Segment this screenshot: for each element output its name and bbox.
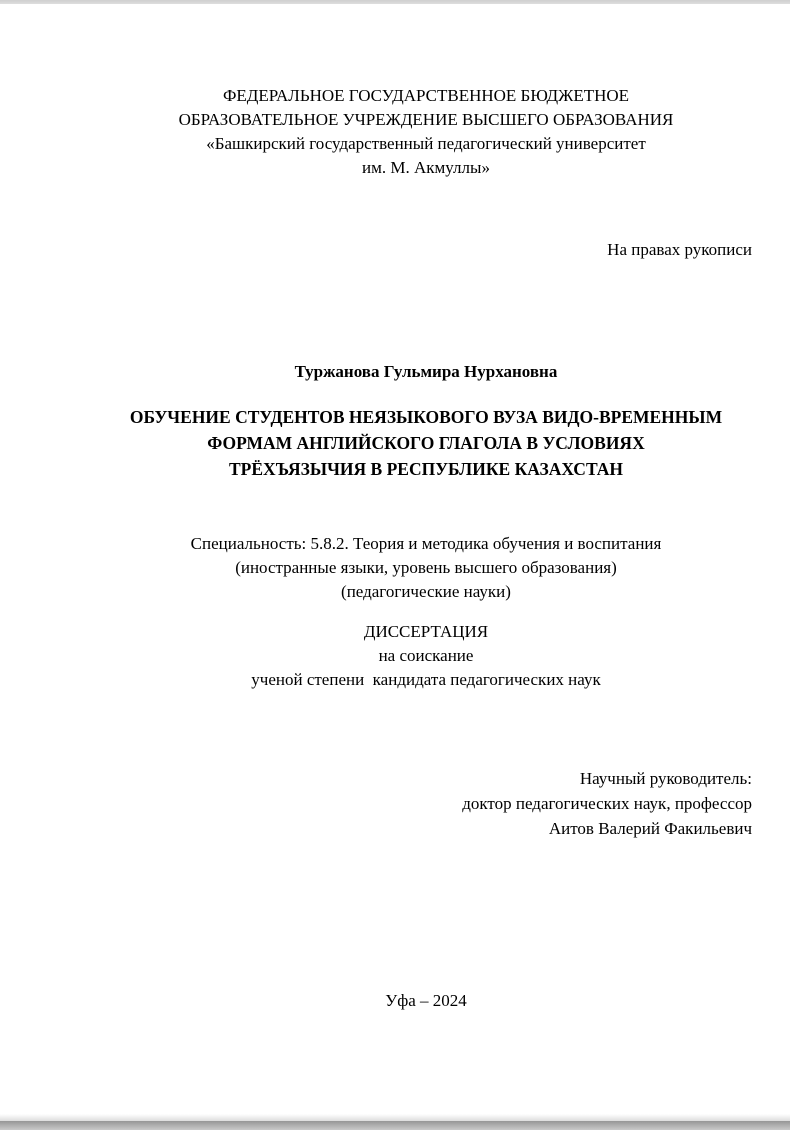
specialty-block (100, 532, 752, 604)
supervisor-line: доктор педагогических наук, профессор (462, 794, 752, 813)
institution-header (100, 84, 752, 180)
supervisor-line: Аитов Валерий Факильевич (548, 819, 752, 838)
institution-line: ФЕДЕРАЛЬНОЕ ГОСУДАРСТВЕННОЕ БЮДЖЕТНОЕ (222, 86, 630, 105)
supervisor-block (100, 766, 752, 841)
viewer-bottom-edge (0, 1121, 790, 1130)
title-line: ФОРМАМ АНГЛИЙСКОГО ГЛАГОЛА В УСЛОВИЯХ (207, 433, 645, 453)
author-name: Туржанова Гульмира Нурхановна (294, 362, 558, 381)
degree-line: на соискание (378, 646, 474, 665)
title-line: ТРЁХЪЯЗЫЧИЯ В РЕСПУБЛИКЕ КАЗАХСТАН (229, 459, 623, 479)
dissertation-title (100, 404, 752, 482)
institution-line: «Башкирский государственный педагогический университет (206, 134, 646, 153)
title-page-content (0, 4, 790, 1114)
dissertation-degree-block (100, 620, 752, 692)
dissertation-label: ДИССЕРТАЦИЯ (363, 622, 489, 641)
title-line: ОБУЧЕНИЕ СТУДЕНТОВ НЕЯЗЫКОВОГО ВУЗА ВИДО-ВРЕМЕННЫМ (129, 407, 723, 427)
city-year: Уфа – 2024 (385, 991, 467, 1010)
degree-line: ученой степени кандидата педагогических наук (251, 670, 601, 689)
specialty-line: (педагогические науки) (341, 582, 511, 601)
specialty-line: (иностранные языки, уровень высшего образования) (235, 558, 617, 577)
supervisor-line: Научный руководитель: (579, 769, 752, 788)
institution-line: ОБРАЗОВАТЕЛЬНОЕ УЧРЕЖДЕНИЕ ВЫСШЕГО ОБРАЗОВАНИЯ (178, 110, 674, 129)
institution-line: им. М. Акмуллы» (362, 158, 490, 177)
manuscript-rights-note: На правах рукописи (607, 240, 752, 259)
specialty-line: Специальность: 5.8.2. Теория и методика обучения и воспитания (190, 534, 662, 553)
viewer-bottom-shadow (0, 1114, 790, 1121)
